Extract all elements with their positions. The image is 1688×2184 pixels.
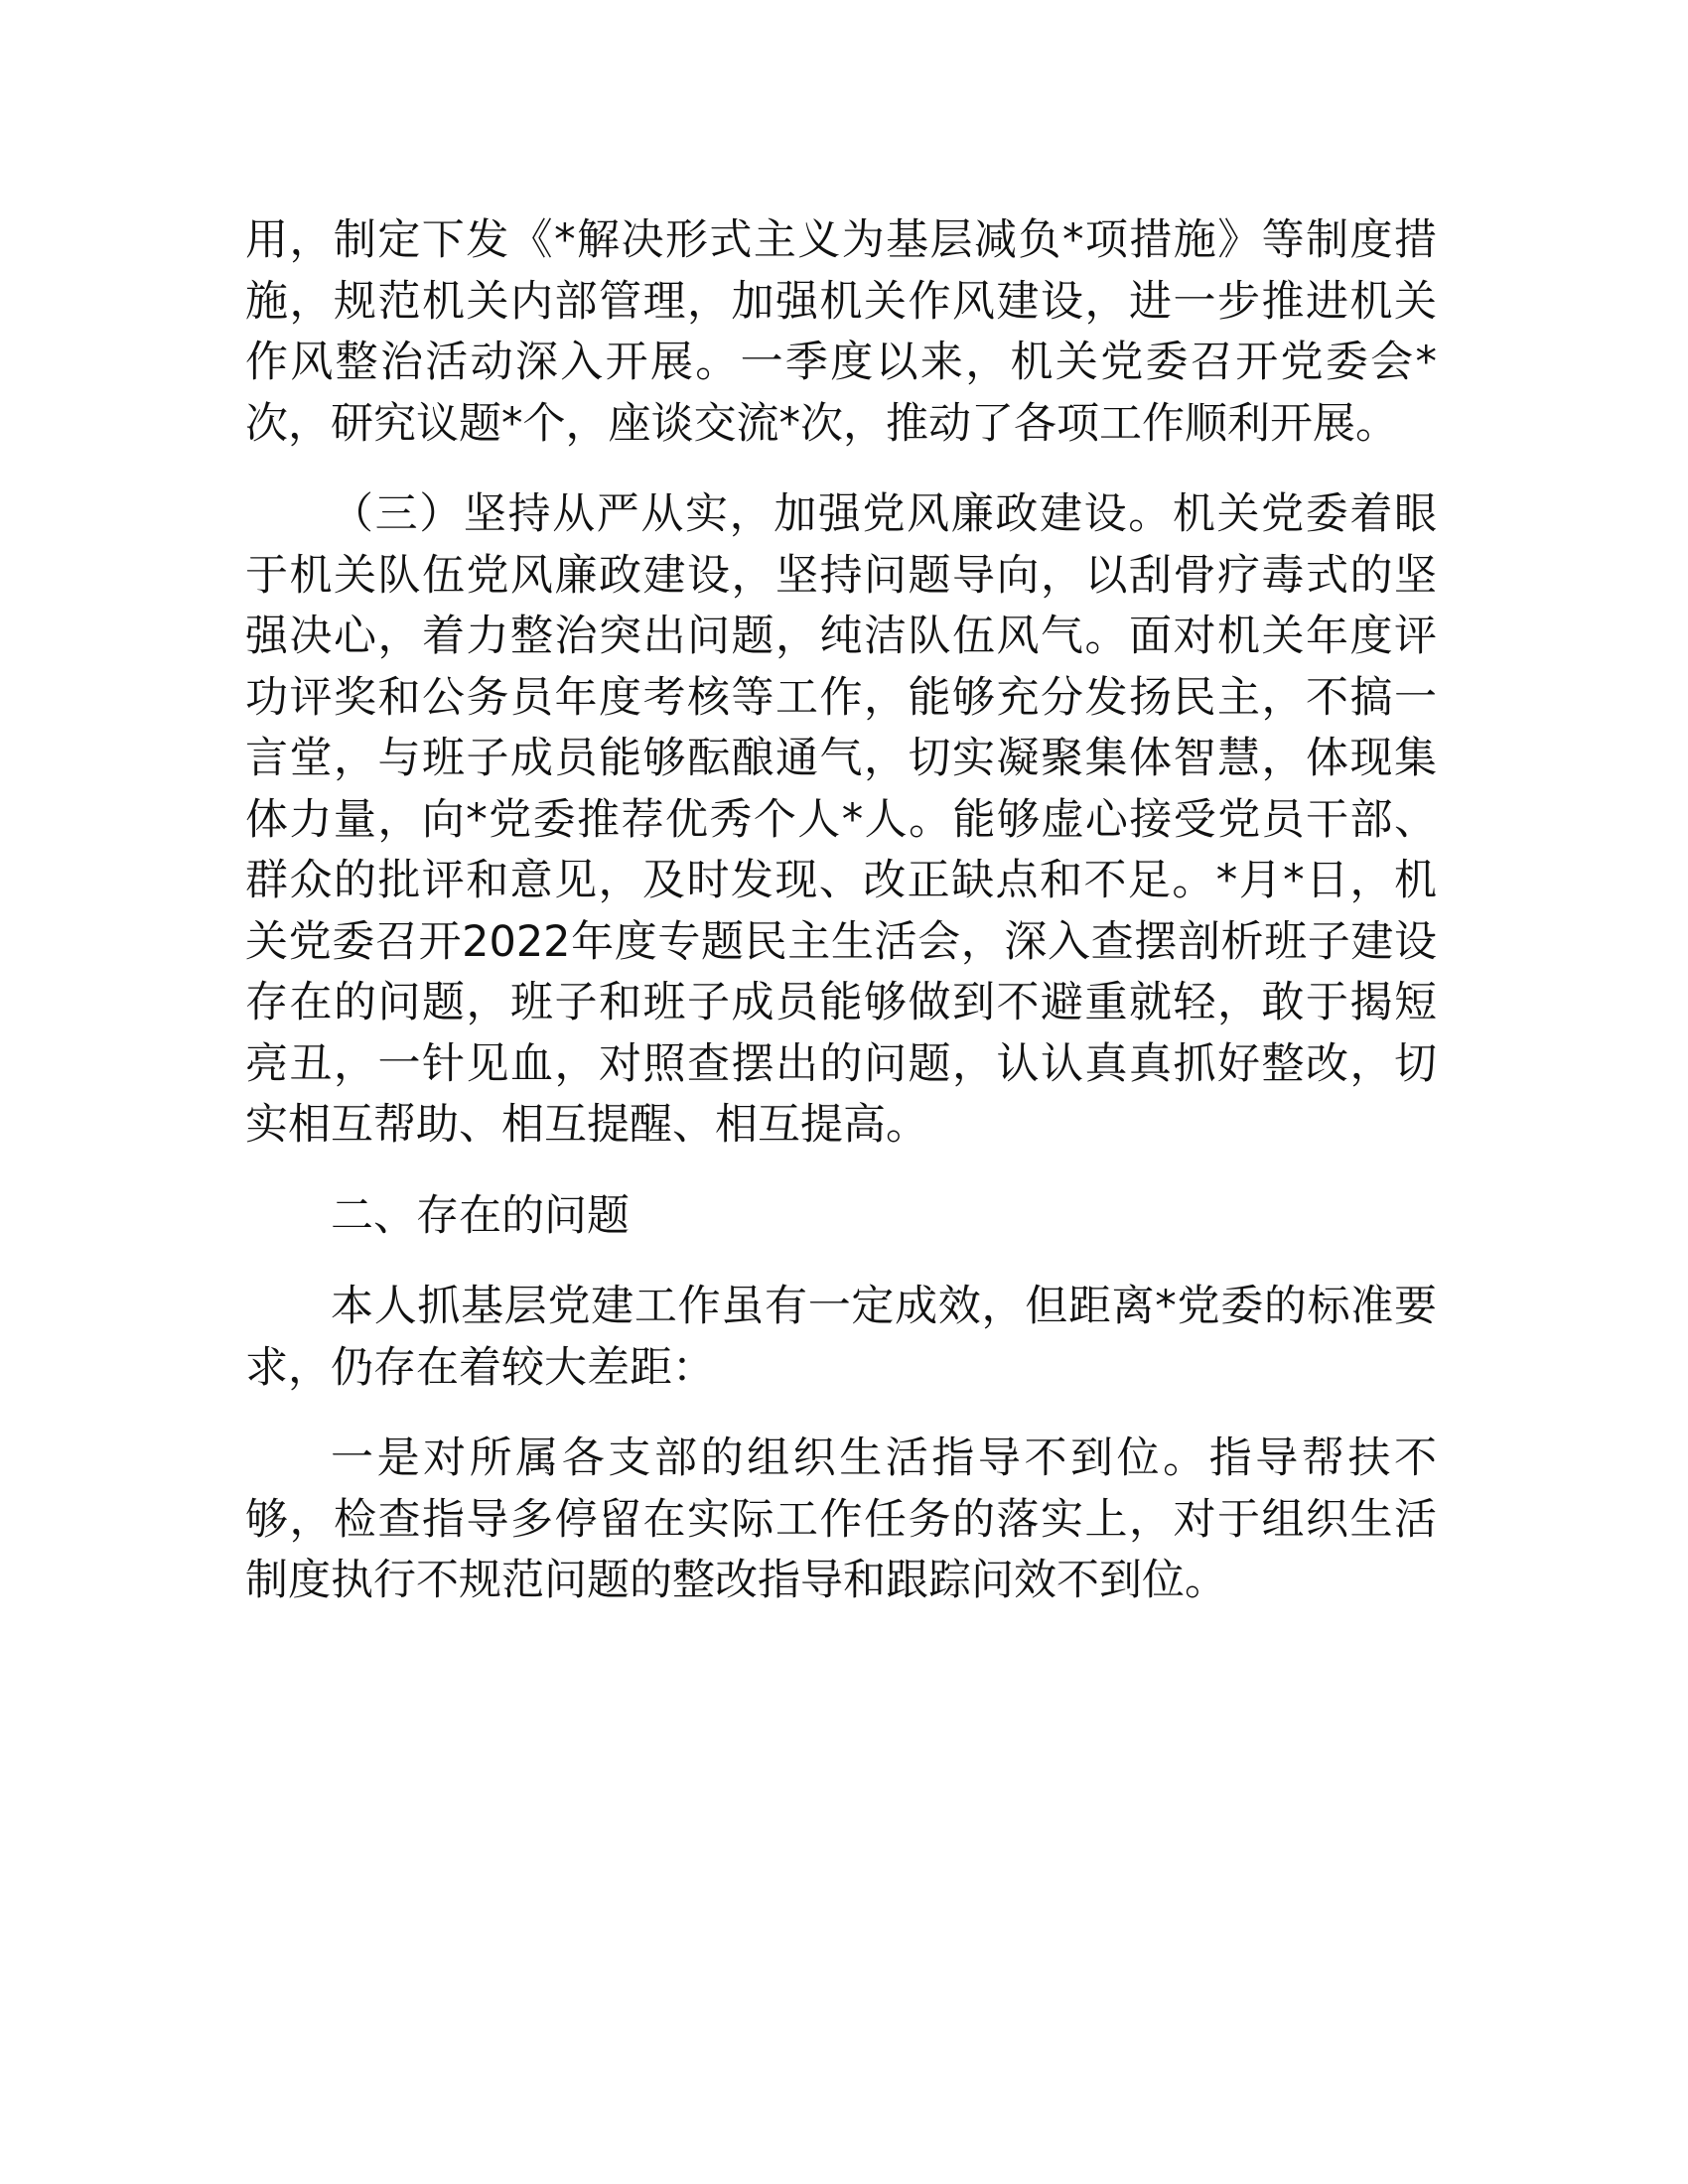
paragraph-problems-intro: 本人抓基层党建工作虽有一定成效，但距离*党委的标准要求，仍存在着较大差距： (245, 1282, 1437, 1393)
document-body (245, 210, 1437, 1642)
paragraph-continued: 用，制定下发《*解决形式主义为基层减负*项措施》等制度措施，规范机关内部管理，加强机关作风建设，进一步推进机关作风整治活动深入开展。一季度以来，机关党委召开党委会*次，研究议题*个，座谈交流*次，推动了各项工作顺利开展。 (245, 215, 1437, 449)
paragraph-section-three: （三）坚持从严从实，加强党风廉政建设。机关党委着眼于机关队伍党风廉政建设，坚持问题导向，以刮骨疗毒式的坚强决心，着力整治突出问题，纯洁队伍风气。面对机关年度评功评奖和公务员年度考核等工作，能够充分发扬民主，不搞一言堂，与班子成员能够酝酿通气，切实凝聚集体智慧，体现集体力量，向*党委推荐优秀个人*人。能够虚心接受党员干部、群众的批评和意见，及时发现、改正缺点和不足。*月*日，机关党委召开2022年度专题民主生活会，深入查摆剖析班子建设存在的问题，班子和班子成员能够做到不避重就轻，敢于揭短亮丑，一针见血，对照查摆出的问题，认认真真抓好整改，切实相互帮助、相互提醒、相互提高。 (245, 489, 1437, 1150)
paragraph-problem-one: 一是对所属各支部的组织生活指导不到位。指导帮扶不够，检查指导多停留在实际工作任务的落实上，对于组织生活制度执行不规范问题的整改指导和跟踪问效不到位。 (245, 1433, 1437, 1605)
section-heading-problems: 二、存在的问题 (331, 1190, 630, 1241)
